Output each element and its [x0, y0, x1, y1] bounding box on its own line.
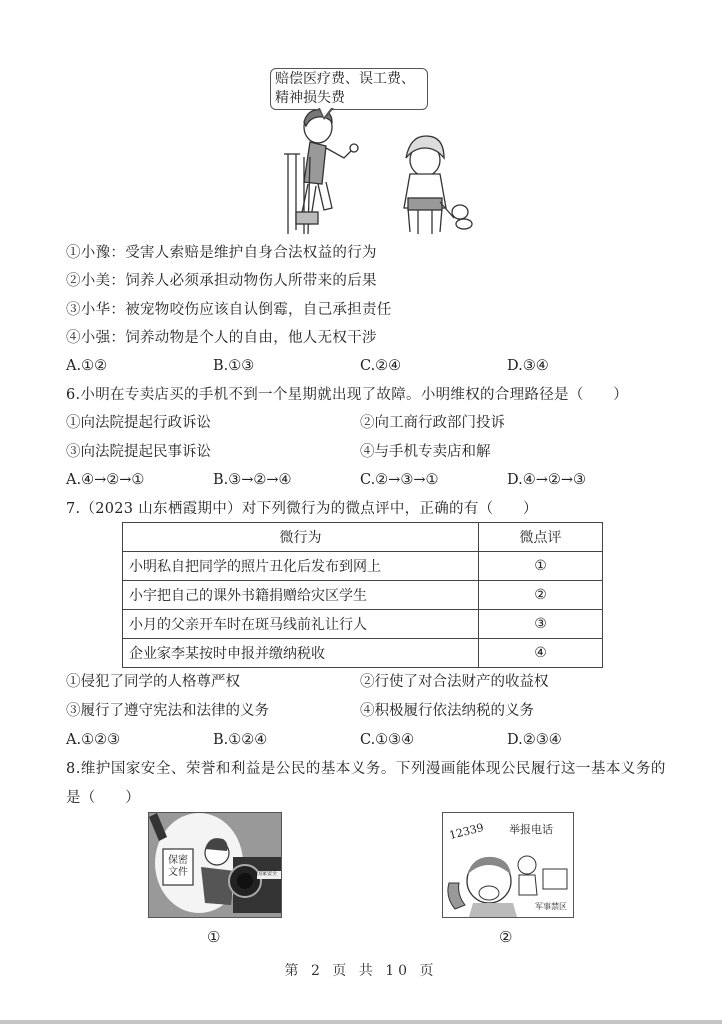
table-cell-comment: ③	[479, 610, 603, 639]
q5-statement-2: ②小美：饲养人必须承担动物伤人所带来的后果	[66, 273, 377, 289]
table-cell-comment: ①	[479, 552, 603, 581]
table-cell-behavior: 企业家李某按时申报并缴纳税收	[123, 639, 479, 668]
q7-table	[122, 522, 603, 668]
q6-choice-2: ②向工商行政部门投诉	[360, 415, 505, 431]
q5-statement-1: ①小豫：受害人索赔是维护自身合法权益的行为	[66, 245, 377, 261]
q5-option-c: C.②④	[360, 358, 402, 374]
cartoon-2-hotline-number: 12339	[447, 820, 486, 843]
table-header-row	[123, 523, 603, 552]
table-header-behavior: 微行为	[123, 523, 479, 552]
page-number-footer: 第 2 页 共 10 页	[284, 963, 438, 979]
q7-option-a: A.①②③	[66, 732, 121, 748]
q5-option-d: D.③④	[507, 358, 549, 374]
q5-option-a: A.①②	[66, 358, 108, 374]
table-row	[123, 581, 603, 610]
table-cell-behavior: 小月的父亲开车时在斑马线前礼让行人	[123, 610, 479, 639]
table-cell-comment: ④	[479, 639, 603, 668]
cartoon-2-sign: 军事禁区	[535, 902, 567, 911]
table-cell-behavior: 小宇把自己的课外书籍捐赠给灾区学生	[123, 581, 479, 610]
cartoon-1-confidential-document	[148, 812, 282, 918]
speech-bubble-line1: 赔偿医疗费、误工费、	[275, 71, 415, 87]
q6-option-a: A.④→②→①	[66, 472, 145, 488]
cartoon-1-caption: ①	[207, 928, 221, 946]
q5-option-b: B.①③	[213, 358, 255, 374]
cartoon-1-gun-label: 国家安全	[257, 871, 278, 877]
q7-option-b: B.①②④	[213, 732, 268, 748]
q7-choice-1: ①侵犯了同学的人格尊严权	[66, 674, 240, 690]
q5-statement-3: ③小华：被宠物咬伤应该自认倒霉，自己承担责任	[66, 302, 392, 318]
q6-stem: 6.小明在专卖店买的手机不到一个星期就出现了故障。小明维权的合理路径是（ ）	[66, 387, 629, 403]
cartoon-2-report-hotline	[442, 812, 574, 918]
q6-option-b: B.③→②→④	[213, 472, 292, 488]
q7-option-c: C.①③④	[360, 732, 415, 748]
q6-option-c: C.②→③→①	[360, 472, 439, 488]
q7-stem: 7.（2023 山东栖霞期中）对下列微行为的微点评中，正确的有（ ）	[66, 501, 538, 517]
table-row	[123, 552, 603, 581]
table-row	[123, 639, 603, 668]
table-cell-comment: ②	[479, 581, 603, 610]
q6-choice-3: ③向法院提起民事诉讼	[66, 444, 211, 460]
q7-choice-4: ④积极履行依法纳税的义务	[360, 703, 534, 719]
q6-option-d: D.④→②→③	[507, 472, 587, 488]
q6-choice-1: ①向法院提起行政诉讼	[66, 415, 211, 431]
q7-choice-2: ②行使了对合法财产的收益权	[360, 674, 549, 690]
cartoon-1-doc-label: 保密文件	[168, 855, 188, 878]
q8-stem-line2: 是（ ）	[66, 790, 140, 806]
q7-choice-3: ③履行了遵守宪法和法律的义务	[66, 703, 269, 719]
cartoon-2-caption: ②	[499, 928, 513, 946]
table-cell-behavior: 小明私自把同学的照片丑化后发布到网上	[123, 552, 479, 581]
speech-bubble-line2: 精神损失费	[275, 90, 345, 106]
table-row	[123, 610, 603, 639]
cartoon-2-title: 举报电话	[509, 823, 553, 836]
q8-stem-line1: 8.维护国家安全、荣誉和利益是公民的基本义务。下列漫画能体现公民履行这一基本义务的	[66, 761, 666, 777]
q5-statement-4: ④小强：饲养动物是个人的自由，他人无权干涉	[66, 330, 377, 346]
q6-choice-4: ④与手机专卖店和解	[360, 444, 491, 460]
page-bottom-edge	[0, 1020, 722, 1024]
q7-option-d: D.②③④	[507, 732, 562, 748]
speech-bubble	[270, 68, 428, 110]
table-header-comment: 微点评	[479, 523, 603, 552]
